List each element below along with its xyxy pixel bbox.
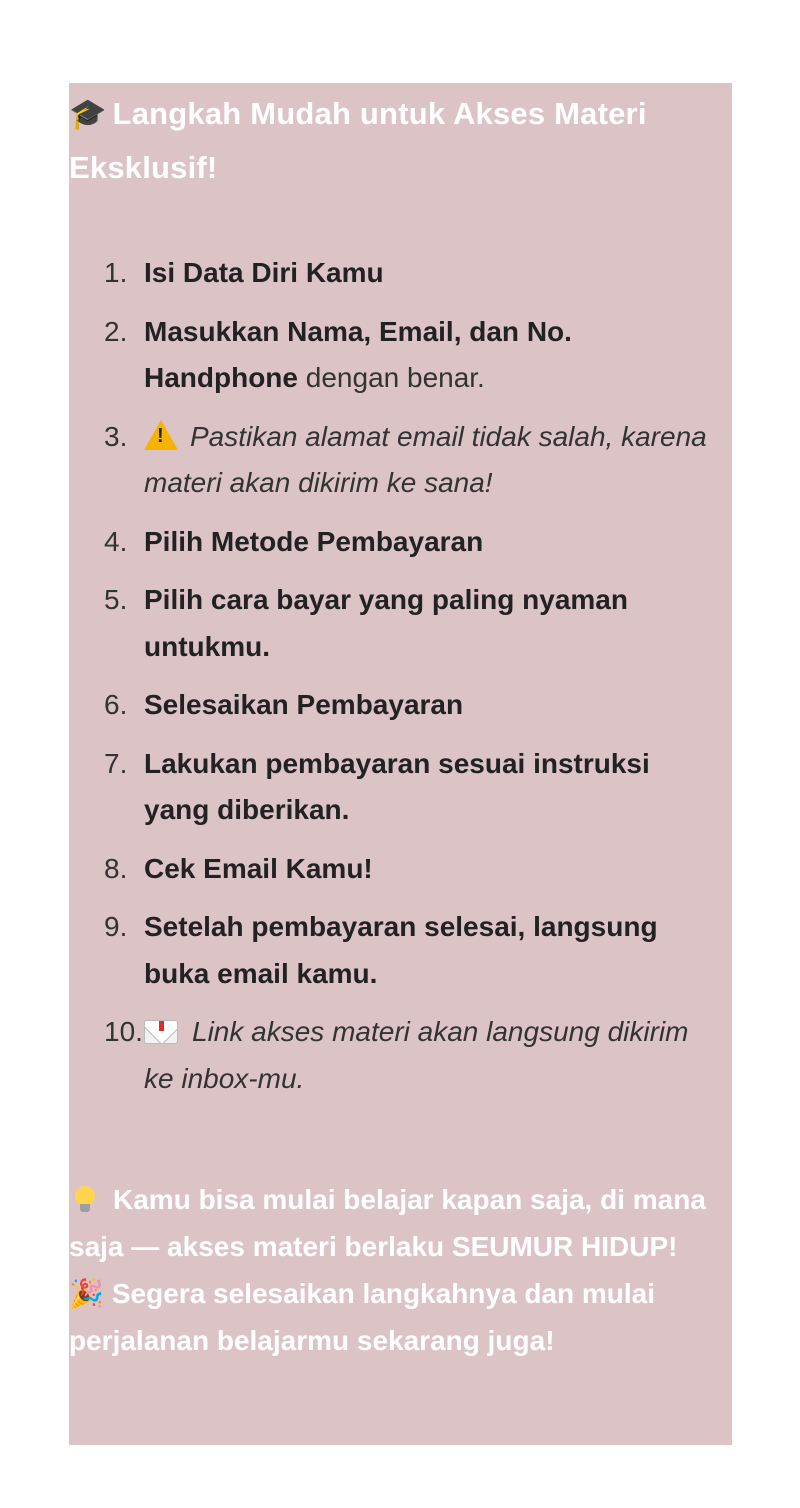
step-number: 6. [104, 689, 128, 720]
step-bold-text: Isi Data Diri Kamu [144, 257, 384, 288]
step-italic-text: Link akses materi akan langsung dikirim ke inbox-mu. [144, 1016, 689, 1094]
light-bulb-icon [75, 1186, 95, 1212]
step-number: 8. [104, 852, 128, 884]
step-bold-text: Pilih Metode Pembayaran [144, 525, 484, 557]
footer-line-lifetime [69, 1176, 719, 1270]
step-number: 2. [104, 315, 128, 347]
list-item [69, 846, 732, 893]
list-item [69, 519, 732, 566]
footer-note [69, 1176, 719, 1364]
list-item [69, 309, 732, 402]
footer-line1-text: Kamu bisa mulai belajar kapan saja, di mana saja — akses materi berlaku SEUMUR HIDUP! [69, 1184, 706, 1262]
step-number: 9. [104, 911, 128, 942]
step-bold-text: Selesaikan Pembayaran [144, 689, 464, 720]
list-item [69, 250, 732, 297]
step-italic-text: Pastikan alamat email tidak salah, karena materi akan dikirim ke sana! [144, 420, 707, 498]
list-item [69, 741, 732, 834]
info-card [69, 83, 732, 1445]
step-bold-text: Setelah pembayaran selesai, langsung buka email kamu. [144, 911, 658, 989]
inbox-mail-icon [144, 1020, 178, 1044]
list-item [69, 577, 732, 670]
card-heading-text: Langkah Mudah untuk Akses Materi Eksklusif! [69, 96, 647, 185]
step-number: 1. [104, 257, 128, 288]
step-bold-text: Pilih cara bayar yang paling nyaman untukmu. [144, 584, 628, 662]
footer-line2-text: Segera selesaikan langkahnya dan mulai perjalanan belajarmu sekarang juga! [69, 1278, 656, 1356]
list-item [69, 904, 732, 997]
step-number: 4. [104, 525, 128, 557]
party-popper-icon: 🎉 [69, 1278, 104, 1309]
list-item [69, 414, 732, 507]
step-bold-text: Cek Email Kamu! [144, 852, 373, 884]
step-bold-text: Masukkan Nama, Email, dan No. Handphone [144, 315, 572, 393]
graduation-cap-icon: 🎓 [69, 98, 107, 131]
list-item [69, 1009, 732, 1102]
step-number: 5. [104, 584, 128, 615]
warning-icon [144, 420, 178, 450]
step-text: dengan benar. [298, 362, 485, 393]
step-number: 3. [104, 420, 128, 452]
step-number: 10. [104, 1016, 143, 1047]
step-number: 7. [104, 747, 128, 779]
steps-list [69, 250, 732, 1114]
footer-line-cta [69, 1270, 719, 1364]
card-heading [69, 87, 719, 194]
list-item [69, 682, 732, 729]
step-bold-text: Lakukan pembayaran sesuai instruksi yang diberikan. [144, 747, 650, 825]
